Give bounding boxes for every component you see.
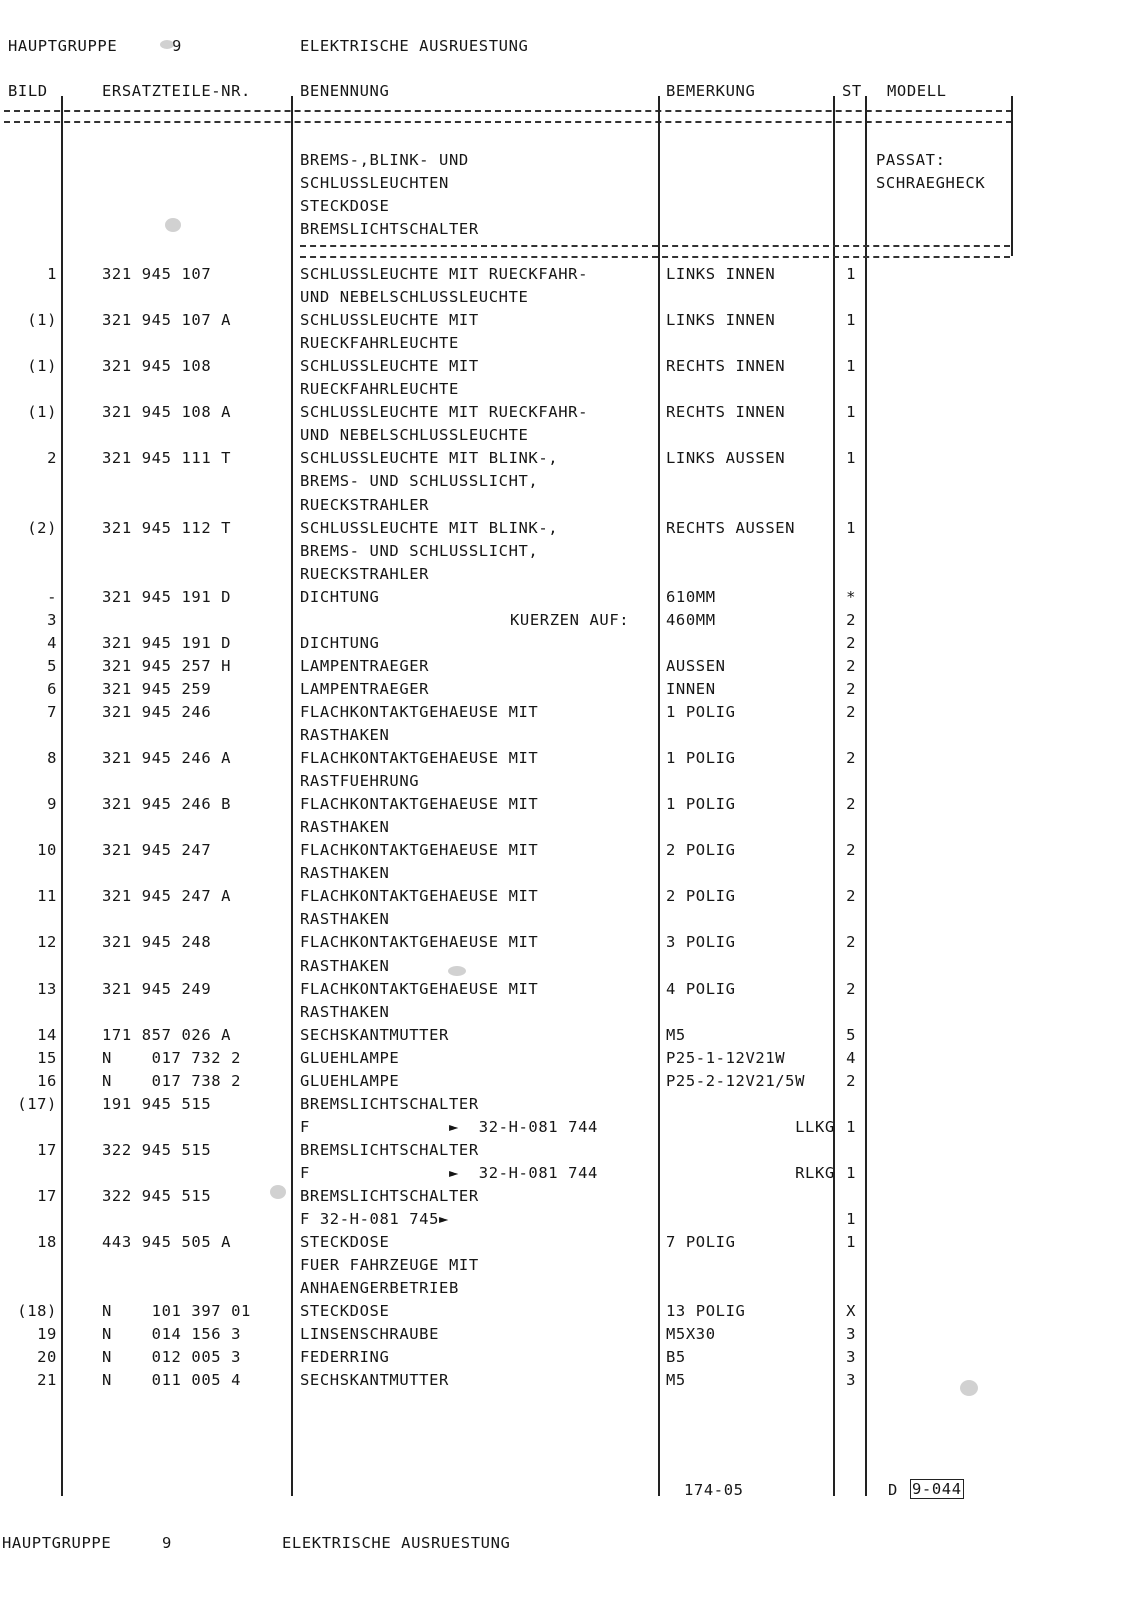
part-description: LAMPENTRAEGER (300, 657, 430, 675)
part-number: N 101 397 01 (102, 1302, 251, 1320)
header-rule (4, 110, 1012, 123)
part-description: FLACHKONTAKTGEHAEUSE MIT (300, 795, 539, 813)
part-remark: LINKS AUSSEN (666, 449, 786, 467)
part-quantity: 2 (846, 749, 856, 767)
part-quantity: 1 (846, 311, 856, 329)
col-benennung: BENENNUNG (300, 82, 390, 100)
part-remark: 7 POLIG (666, 1233, 736, 1251)
part-number: N 011 005 4 (102, 1371, 242, 1389)
bild-number: (1) (27, 403, 57, 421)
column-rule-part (291, 96, 293, 1496)
part-number: 321 945 249 (102, 980, 212, 998)
column-rule-st (865, 96, 867, 1496)
part-remark: RLKG (666, 1164, 835, 1182)
bild-number: 1 (47, 265, 57, 283)
part-quantity: 3 (846, 1348, 856, 1366)
bild-number: 17 (37, 1187, 57, 1205)
part-description: STECKDOSE (300, 1302, 390, 1320)
part-description: UND NEBELSCHLUSSLEUCHTE (300, 426, 529, 444)
bild-number: 15 (37, 1049, 57, 1067)
bild-number: 17 (37, 1141, 57, 1159)
part-remark: INNEN (666, 680, 716, 698)
bild-number: 8 (47, 749, 57, 767)
part-quantity: 1 (846, 357, 856, 375)
part-quantity: 2 (846, 703, 856, 721)
part-quantity: 2 (846, 980, 856, 998)
part-description: RUECKSTRAHLER (300, 496, 430, 514)
part-description: SCHLUSSLEUCHTE MIT RUECKFAHR- (300, 265, 589, 283)
part-remark: M5 (666, 1026, 686, 1044)
part-description: SCHLUSSLEUCHTE MIT RUECKFAHR- (300, 403, 589, 421)
part-quantity: 2 (846, 841, 856, 859)
part-note: KUERZEN AUF: (510, 611, 630, 629)
scan-speck (165, 218, 181, 232)
bild-number: (17) (17, 1095, 57, 1113)
bild-number: 13 (37, 980, 57, 998)
part-number: 321 945 246 (102, 703, 212, 721)
bild-number: 14 (37, 1026, 57, 1044)
part-description: BREMSLICHTSCHALTER (300, 1187, 479, 1205)
part-number: 191 945 515 (102, 1095, 212, 1113)
column-rule-bild (61, 96, 63, 1496)
part-description: FLACHKONTAKTGEHAEUSE MIT (300, 980, 539, 998)
bild-number: 19 (37, 1325, 57, 1343)
part-description: F ► 32-H-081 744 (300, 1164, 598, 1182)
part-remark: 4 POLIG (666, 980, 736, 998)
scan-speck (448, 966, 466, 976)
part-number: N 014 156 3 (102, 1325, 242, 1343)
footer-page-code: 174-05 (684, 1481, 744, 1499)
part-remark: LINKS INNEN (666, 265, 776, 283)
part-number: 321 945 107 (102, 265, 212, 283)
part-remark: AUSSEN (666, 657, 726, 675)
part-quantity: 5 (846, 1026, 856, 1044)
part-description: STECKDOSE (300, 1233, 390, 1251)
bild-number: 5 (47, 657, 57, 675)
bild-number: - (47, 588, 57, 606)
bild-number: 21 (37, 1371, 57, 1389)
part-number: 321 945 107 A (102, 311, 232, 329)
header-group-number: 9 (172, 37, 182, 55)
part-quantity: 2 (846, 634, 856, 652)
part-number: 321 945 247 A (102, 887, 232, 905)
part-description: F ► 32-H-081 744 (300, 1118, 598, 1136)
section-title: BREMSLICHTSCHALTER (300, 220, 479, 238)
column-rule-desc (658, 96, 660, 1496)
part-description: GLUEHLAMPE (300, 1072, 400, 1090)
part-remark: 1 POLIG (666, 703, 736, 721)
part-description: RASTFUEHRUNG (300, 772, 420, 790)
part-quantity: 1 (846, 1233, 856, 1251)
part-quantity: 2 (846, 795, 856, 813)
part-remark: M5 (666, 1371, 686, 1389)
part-remark: 2 POLIG (666, 887, 736, 905)
col-bild: BILD (8, 82, 48, 100)
part-description: F 32-H-081 745► (300, 1210, 449, 1228)
part-number: 321 945 246 A (102, 749, 232, 767)
section-rule (300, 245, 1010, 258)
part-description: RASTHAKEN (300, 818, 390, 836)
part-description: BREMS- UND SCHLUSSLICHT, (300, 472, 539, 490)
col-modell: MODELL (887, 82, 947, 100)
part-number: 321 945 191 D (102, 634, 232, 652)
part-description: SECHSKANTMUTTER (300, 1026, 449, 1044)
part-description: RUECKSTRAHLER (300, 565, 430, 583)
section-title: BREMS-,BLINK- UND (300, 151, 469, 169)
bild-number: 7 (47, 703, 57, 721)
part-number: 321 945 108 (102, 357, 212, 375)
bild-number: 4 (47, 634, 57, 652)
footer-ref-box: 9-044 (912, 1480, 962, 1498)
part-number: 171 857 026 A (102, 1026, 232, 1044)
part-remark: LINKS INNEN (666, 311, 776, 329)
part-remark: 460MM (666, 611, 716, 629)
part-description: SCHLUSSLEUCHTE MIT (300, 311, 479, 329)
part-description: FEDERRING (300, 1348, 390, 1366)
part-remark: 1 POLIG (666, 795, 736, 813)
bild-number: 6 (47, 680, 57, 698)
part-quantity: * (846, 588, 856, 606)
part-number: 321 945 246 B (102, 795, 232, 813)
part-description: FLACHKONTAKTGEHAEUSE MIT (300, 933, 539, 951)
part-description: RASTHAKEN (300, 726, 390, 744)
part-description: FLACHKONTAKTGEHAEUSE MIT (300, 841, 539, 859)
part-remark: 3 POLIG (666, 933, 736, 951)
bild-number: 12 (37, 933, 57, 951)
bild-number: 18 (37, 1233, 57, 1251)
bild-number: 2 (47, 449, 57, 467)
part-number: 321 945 108 A (102, 403, 232, 421)
part-quantity: 3 (846, 1371, 856, 1389)
column-rule-rem (833, 96, 835, 1496)
footer-lang: D (888, 1481, 898, 1499)
part-description: RASTHAKEN (300, 1003, 390, 1021)
part-quantity: 1 (846, 1210, 856, 1228)
part-number: 321 945 247 (102, 841, 212, 859)
footer-group-title: ELEKTRISCHE AUSRUESTUNG (282, 1534, 511, 1552)
part-description: UND NEBELSCHLUSSLEUCHTE (300, 288, 529, 306)
part-quantity: 4 (846, 1049, 856, 1067)
part-description: RUECKFAHRLEUCHTE (300, 380, 459, 398)
part-description: LINSENSCHRAUBE (300, 1325, 440, 1343)
part-number: N 012 005 3 (102, 1348, 242, 1366)
part-quantity: 2 (846, 611, 856, 629)
header-hauptgruppe-label: HAUPTGRUPPE (8, 37, 118, 55)
bild-number: (1) (27, 357, 57, 375)
part-description: BREMSLICHTSCHALTER (300, 1141, 479, 1159)
footer-group-number: 9 (162, 1534, 172, 1552)
part-number: 321 945 112 T (102, 519, 232, 537)
part-remark: LLKG (666, 1118, 835, 1136)
bild-number: 20 (37, 1348, 57, 1366)
part-number: 321 945 111 T (102, 449, 232, 467)
part-remark: M5X30 (666, 1325, 716, 1343)
part-remark: RECHTS INNEN (666, 357, 786, 375)
part-quantity: 2 (846, 887, 856, 905)
part-remark: 13 POLIG (666, 1302, 746, 1320)
bild-number: 3 (47, 611, 57, 629)
part-description: RUECKFAHRLEUCHTE (300, 334, 459, 352)
footer-hauptgruppe-label: HAUPTGRUPPE (2, 1534, 112, 1552)
part-description: GLUEHLAMPE (300, 1049, 400, 1067)
model-line: PASSAT: (876, 151, 946, 169)
part-description: DICHTUNG (300, 588, 380, 606)
col-ersatzteil: ERSATZTEILE-NR. (102, 82, 251, 100)
part-quantity: 1 (846, 1164, 856, 1182)
part-quantity: 2 (846, 657, 856, 675)
scan-speck (960, 1380, 978, 1396)
part-quantity: 1 (846, 519, 856, 537)
part-quantity: X (846, 1302, 856, 1320)
column-rule-end (1011, 96, 1013, 256)
section-title: SCHLUSSLEUCHTEN (300, 174, 449, 192)
part-remark: B5 (666, 1348, 686, 1366)
part-description: LAMPENTRAEGER (300, 680, 430, 698)
scan-speck (160, 40, 174, 49)
part-quantity: 2 (846, 1072, 856, 1090)
part-number: 321 945 259 (102, 680, 212, 698)
part-remark: 1 POLIG (666, 749, 736, 767)
part-description: FUER FAHRZEUGE MIT (300, 1256, 479, 1274)
part-remark: P25-2-12V21/5W (666, 1072, 806, 1090)
part-number: N 017 738 2 (102, 1072, 242, 1090)
part-number: 443 945 505 A (102, 1233, 232, 1251)
bild-number: 9 (47, 795, 57, 813)
part-description: FLACHKONTAKTGEHAEUSE MIT (300, 887, 539, 905)
part-description: ANHAENGERBETRIEB (300, 1279, 459, 1297)
part-description: BREMSLICHTSCHALTER (300, 1095, 479, 1113)
part-remark: 610MM (666, 588, 716, 606)
header-group-title: ELEKTRISCHE AUSRUESTUNG (300, 37, 529, 55)
part-description: SCHLUSSLEUCHTE MIT BLINK-, (300, 449, 559, 467)
model-line: SCHRAEGHECK (876, 174, 986, 192)
bild-number: 11 (37, 887, 57, 905)
part-quantity: 1 (846, 265, 856, 283)
part-description: DICHTUNG (300, 634, 380, 652)
part-number: 322 945 515 (102, 1187, 212, 1205)
part-number: 321 945 191 D (102, 588, 232, 606)
part-remark: P25-1-12V21W (666, 1049, 786, 1067)
section-title: STECKDOSE (300, 197, 390, 215)
bild-number: (1) (27, 311, 57, 329)
part-description: SCHLUSSLEUCHTE MIT BLINK-, (300, 519, 559, 537)
part-description: FLACHKONTAKTGEHAEUSE MIT (300, 749, 539, 767)
part-number: 321 945 257 H (102, 657, 232, 675)
part-remark: RECHTS INNEN (666, 403, 786, 421)
part-remark: RECHTS AUSSEN (666, 519, 796, 537)
part-description: RASTHAKEN (300, 910, 390, 928)
bild-number: 16 (37, 1072, 57, 1090)
bild-number: 10 (37, 841, 57, 859)
part-quantity: 1 (846, 403, 856, 421)
part-quantity: 3 (846, 1325, 856, 1343)
col-bemerkung: BEMERKUNG (666, 82, 756, 100)
part-description: BREMS- UND SCHLUSSLICHT, (300, 542, 539, 560)
part-description: FLACHKONTAKTGEHAEUSE MIT (300, 703, 539, 721)
bild-number: (18) (17, 1302, 57, 1320)
part-number: N 017 732 2 (102, 1049, 242, 1067)
part-remark: 2 POLIG (666, 841, 736, 859)
bild-number: (2) (27, 519, 57, 537)
part-number: 322 945 515 (102, 1141, 212, 1159)
part-description: SCHLUSSLEUCHTE MIT (300, 357, 479, 375)
part-quantity: 1 (846, 1118, 856, 1136)
part-quantity: 2 (846, 933, 856, 951)
col-st: ST (842, 82, 862, 100)
part-quantity: 2 (846, 680, 856, 698)
part-quantity: 1 (846, 449, 856, 467)
part-description: RASTHAKEN (300, 957, 390, 975)
scan-speck (270, 1185, 286, 1199)
part-number: 321 945 248 (102, 933, 212, 951)
part-description: SECHSKANTMUTTER (300, 1371, 449, 1389)
part-description: RASTHAKEN (300, 864, 390, 882)
